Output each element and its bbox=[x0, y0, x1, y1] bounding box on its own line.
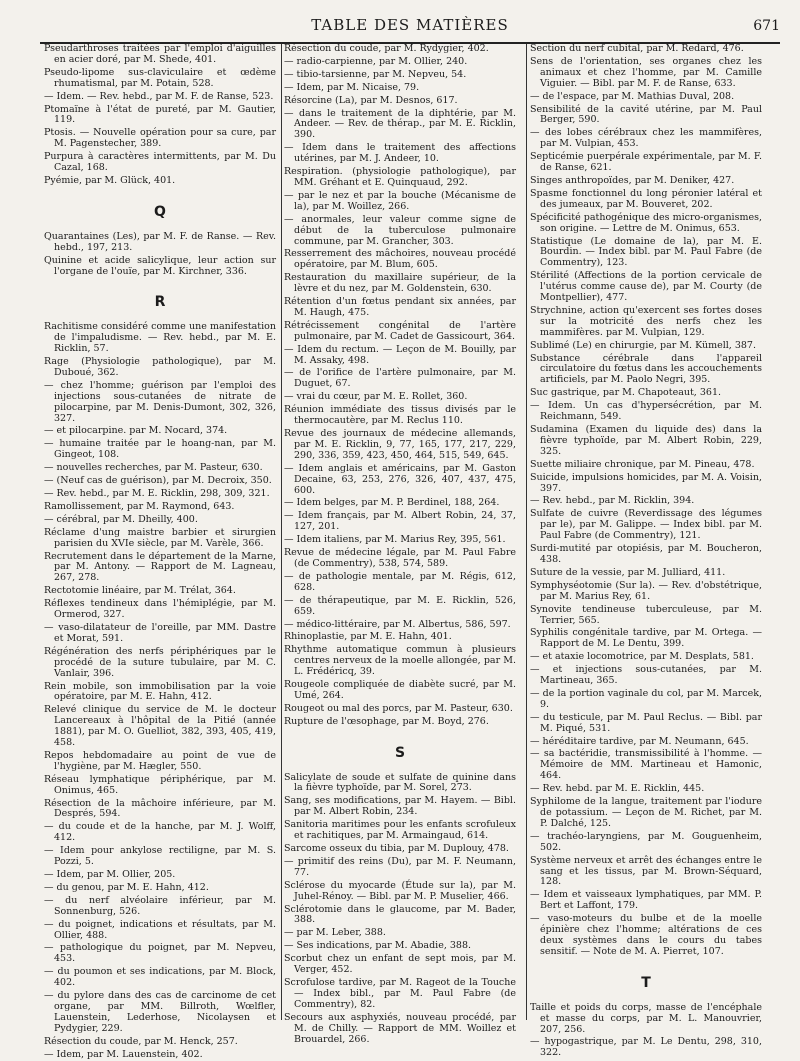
section-letter: R bbox=[154, 294, 166, 311]
index-entry: — vrai du cœur, par M. E. Rollet, 360. bbox=[284, 391, 468, 403]
index-entry: Rétrécissement congénital de l'artère pulmonaire, par M. Cadet de Gassicourt, 364. bbox=[284, 319, 516, 342]
index-entry: — sa bactéridie, transmissibilité à l'homme. — Mémoire de MM. Martineau et Hamonic, 464. bbox=[530, 748, 762, 782]
index-entry: — Idem. — Rev. hebd., par M. F. de Ranse, 523. bbox=[44, 90, 274, 102]
index-entry: — par le nez et par la bouche (Mécanisme de la), par M. Woillez, 266. bbox=[284, 189, 516, 212]
index-entry: — du coude et de la hanche, par M. J. Wolff, 412. bbox=[44, 821, 276, 844]
index-entry: Section du nerf cubital, par M. Redard, 476. bbox=[530, 43, 744, 54]
index-entry: — Idem, par M. Nicaise, 79. bbox=[284, 81, 420, 93]
index-entry: Spécificité pathogénique des micro-organismes, son origine. — Lettre de M. Onimus, 653. bbox=[530, 211, 762, 234]
index-column-3 bbox=[530, 43, 762, 1059]
index-entry: — Idem. Un cas d'hypersécrétion, par M. Reichmann, 549. bbox=[530, 400, 762, 423]
index-entry: Sensibilité de la cavité utérine, par M. Paul Berger, 590. bbox=[530, 103, 762, 126]
index-entry: Ptomaïne à l'état de pureté, par M. Gautier, 119. bbox=[44, 103, 276, 126]
index-entry: — chez l'homme; guérison par l'emploi des injections sous-cutanées de nitrate de pilocarpine, par M. Denis-Dumont, 302, 326, 327. bbox=[44, 379, 276, 424]
index-entry: — du nerf alvéolaire inférieur, par M. Sonnenburg, 526. bbox=[44, 894, 276, 917]
index-entry: Pyémie, par M. Glück, 401. bbox=[44, 174, 176, 186]
index-entry: — Idem dans le traitement des affections utérines, par M. J. Andeer, 10. bbox=[284, 142, 516, 165]
index-entry: — primitif des reins (Du), par M. F. Neumann, 77. bbox=[284, 855, 516, 878]
index-entry: Rougeole compliquée de diabète sucré, par M. Umé, 264. bbox=[284, 679, 516, 701]
index-entry: Rectotomie linéaire, par M. Trélat, 364. bbox=[44, 585, 236, 597]
index-entry: Symphyséotomie (Sur la). — Rev. d'obstétrique, par M. Marius Rey, 61. bbox=[530, 579, 762, 602]
index-entry: — (Neuf cas de guérison), par M. Decroix, 350. bbox=[44, 475, 272, 487]
index-entry: Sulfate de cuivre (Reverdissage des légumes par le), par M. Galippe. — Index bibl. par M. Paul Fabre (de Commentry), 121. bbox=[530, 508, 762, 542]
index-entry: Sudamina (Examen du liquide des) dans la fièvre typhoïde, par M. Albert Robin, 229, 325. bbox=[530, 424, 762, 457]
index-entry: — des lobes cérébraux chez les mammifères, par M. Vulpian, 453. bbox=[530, 127, 762, 150]
page-title: TABLE DES MATIÈRES bbox=[311, 16, 509, 34]
index-entry: Scrofulose tardive, par M. Rageot de la Touche — Index bibl., par M. Paul Fabre (de Commentry), 82. bbox=[284, 976, 516, 1010]
index-entry: — du poignet, indications et résultats, par M. Ollier, 488. bbox=[44, 918, 276, 941]
index-entry: Septicémie puerpérale expérimentale, par M. F. de Ranse, 621. bbox=[530, 151, 762, 174]
index-entry: — dans le traitement de la diphtérie, par M. Andeer. — Rev. de thérap., par M. E. Ricklin, 390. bbox=[284, 107, 516, 141]
section-letter: S bbox=[394, 744, 406, 761]
index-entry: — Idem du rectum. — Leçon de M. Bouilly, par M. Assaky, 498. bbox=[284, 343, 516, 366]
index-entry: Restauration du maxillaire supérieur, de la lèvre et du nez, par M. Goldenstein, 630. bbox=[284, 272, 516, 295]
index-entry: Statistique (Le domaine de la), par M. E. Bourdin. — Index bibl. par M. Paul Fabre (de Commentry), 123. bbox=[530, 235, 762, 269]
index-entry: — Rev. hebd. par M. E. Ricklin, 445. bbox=[530, 783, 705, 795]
index-entry: Résection du coude, par M. Henck, 257. bbox=[44, 1035, 238, 1047]
index-entry: — Idem français, par M. Albert Robin, 24, 37, 127, 201. bbox=[284, 510, 516, 533]
index-entry: Revue de médecine légale, par M. Paul Fabre (de Commentry), 538, 574, 589. bbox=[284, 547, 516, 569]
index-entry: — anormales, leur valeur comme signe de début de la tuberculose pulmonaire commune, par M. Grancher, 303. bbox=[284, 213, 516, 247]
index-entry: Rougeot ou mal des porcs, par M. Pasteur, 630. bbox=[284, 702, 513, 714]
index-entry: Suture de la vessie, par M. Julliard, 411. bbox=[530, 566, 726, 578]
index-entry: Sang, ses modifications, par M. Hayem. — Bibl. par M. Albert Robin, 234. bbox=[284, 795, 516, 818]
index-entry: Réunion immédiate des tissus divisés par le thermocautère, par M. Reclus 110. bbox=[284, 404, 516, 427]
index-entry: Repos hebdomadaire au point de vue de l'hygiène, par M. Hægler, 550. bbox=[44, 749, 276, 772]
index-entry: — Idem, par M. Ollier, 205. bbox=[44, 869, 176, 880]
index-entry: Ptosis. — Nouvelle opération pour sa cure, par M. Pagenstecher, 389. bbox=[44, 127, 276, 150]
index-entry: — du genou, par M. E. Hahn, 412. bbox=[44, 881, 209, 893]
index-entry: Sublimé (Le) en chirurgie, par M. Kümell, 387. bbox=[530, 339, 756, 351]
index-entry: Rage (Physiologie pathologique), par M. Duboué, 362. bbox=[44, 356, 276, 378]
index-entry: — héréditaire tardive, par M. Neumann, 645. bbox=[530, 735, 749, 747]
index-entry: — Idem pour ankylose rectiligne, par M. S. Pozzi, 5. bbox=[44, 845, 276, 868]
index-entry: — du pylore dans des cas de carcinome de cet organe, par MM. Billroth, Wœlfler, Lauenstein, Lederhose, Nicolaysen et Pydygier, 229. bbox=[44, 990, 276, 1034]
index-entry: — de l'orifice de l'artère pulmonaire, par M. Duguet, 67. bbox=[284, 367, 516, 390]
index-entry: Sanitoria maritimes pour les enfants scrofuleux et rachitiques, par M. Armaingaud, 614. bbox=[284, 819, 516, 842]
index-entry: — vaso-dilatateur de l'oreille, par MM. Dastre et Morat, 591. bbox=[44, 621, 276, 644]
index-entry: Pseudo-lipome sus-claviculaire et œdème rhumatismal, par M. Potain, 528. bbox=[44, 66, 276, 89]
index-entry: Rachitisme considéré comme une manifestation de l'impaludisme. — Rev. hebd., par M. E. Ricklin, 57. bbox=[44, 321, 276, 355]
index-entry: Quarantaines (Les), par M. F. de Ranse. — Rev. hebd., 197, 213. bbox=[44, 230, 276, 253]
index-entry: Résection de la mâchoire inférieure, par M. Després, 594. bbox=[44, 797, 276, 820]
index-entry: Secours aux asphyxiés, nouveau procédé, par M. de Chilly. — Rapport de MM. Woillez et Brouardel, 266. bbox=[284, 1011, 516, 1045]
index-entry: — nouvelles recherches, par M. Pasteur, 630. bbox=[44, 462, 263, 474]
index-entry: — vaso-moteurs du bulbe et de la moelle épinière chez l'homme; altérations de ces deux systèmes dans le cours du tabes sensitif. — Note de M. A. Pierret, 107. bbox=[530, 913, 762, 957]
index-entry: Syphilis congénitale tardive, par M. Ortega. — Rapport de M. Le Dentu, 399. bbox=[530, 627, 762, 650]
index-entry: — et pilocarpine. par M. Nocard, 374. bbox=[44, 425, 228, 437]
index-entry: Rhythme automatique commun à plusieurs centres nerveux de la moelle allongée, par M. L. Frédéricq, 39. bbox=[284, 644, 516, 678]
index-entry: Respiration. (physiologie pathologique), par MM. Gréhant et E. Quinquaud, 292. bbox=[284, 166, 516, 188]
index-entry: Système nerveux et arrêt des échanges entre le sang et les tissus, par M. Brown-Séquard, 128. bbox=[530, 854, 762, 888]
index-entry: Suc gastrique, par M. Chapoteaut, 361. bbox=[530, 387, 722, 399]
index-entry: — du poumon et ses indications, par M. Block, 402. bbox=[44, 966, 276, 989]
index-entry: Rupture de l'œsophage, par M. Boyd, 276. bbox=[284, 715, 489, 727]
index-entry: Réclame d'ung maistre barbier et sirurgien parisien du XVIe siècle, par M. Varèle, 366. bbox=[44, 526, 276, 549]
index-entry: — Rev. hebd., par M. E. Ricklin, 298, 309, 321. bbox=[44, 488, 270, 499]
index-entry: Synovite tendineuse tuberculeuse, par M. Terrier, 565. bbox=[530, 603, 762, 626]
index-entry: Stérilité (Affections de la portion cervicale de l'utérus comme cause de), par M. Courty (de Montpellier), 477. bbox=[530, 270, 762, 304]
index-entry: — radio-carpienne, par M. Ollier, 240. bbox=[284, 55, 468, 67]
index-entry: Purpura à caractères intermittents, par M. Du Cazal, 168. bbox=[44, 151, 276, 174]
index-entry: Substance cérébrale dans l'appareil circulatoire du fœtus dans les accouchements artificiels, par M. Paolo Negri, 395. bbox=[530, 352, 762, 386]
index-entry: Revue des journaux de médecine allemands, par M. E. Ricklin, 9, 77, 165, 177, 217, 229, 290, 336, 359, 423, 450, 464, 515, 549, 645. bbox=[284, 428, 516, 461]
index-entry: Recrutement dans le département de la Marne, par M. Antony. — Rapport de M. Lagneau, 267, 278. bbox=[44, 550, 276, 584]
index-entry: Suette miliaire chronique, par M. Pineau, 478. bbox=[530, 458, 755, 470]
index-entry: — tibio-tarsienne, par M. Nepveu, 54. bbox=[284, 68, 467, 80]
index-entry: — Idem belges, par M. P. Berdinel, 188, 264. bbox=[284, 497, 500, 509]
index-entry: — humaine traitée par le hoang-nan, par M. Gingeot, 108. bbox=[44, 438, 276, 461]
index-entry: Réseau lymphatique périphérique, par M. Onimus, 465. bbox=[44, 773, 276, 796]
index-entry: Sclérotomie dans le glaucome, par M. Bader, 388. bbox=[284, 903, 516, 926]
index-entry: Sarcome osseux du tibia, par M. Duplouy, 478. bbox=[284, 843, 509, 854]
index-column-1 bbox=[44, 43, 276, 1060]
index-entry: Sclérose du myocarde (Étude sur la), par M. Juhel-Rénoy. — Bibl. par M. P. Muselier, 466. bbox=[284, 879, 516, 902]
index-entry: Rétention d'un fœtus pendant six années, par M. Haugh, 475. bbox=[284, 296, 516, 318]
index-entry: — trachéo-laryngiens, par M. Gouguenheim, 502. bbox=[530, 830, 762, 853]
page-number: 671 bbox=[753, 18, 780, 34]
index-entry: — et injections sous-cutanées, par M. Martineau, 365. bbox=[530, 664, 762, 687]
column-divider bbox=[281, 44, 282, 1020]
index-entry: Quinine et acide salicylique, leur action sur l'organe de l'ouïe, par M. Kirchner, 336. bbox=[44, 254, 276, 277]
index-entry: — Idem, par M. Lauenstein, 402. bbox=[44, 1048, 203, 1060]
section-letter: T bbox=[641, 974, 651, 991]
index-entry: — du testicule, par M. Paul Reclus. — Bibl. par M. Piqué, 531. bbox=[530, 711, 762, 734]
index-entry: Relevé clinique du service de M. le docteur Lancereaux à l'hôpital de la Pitié (année 1881), par M. O. Guelliot, 382, 393, 405, 419, 458. bbox=[44, 704, 276, 749]
index-entry: Résection du coude, par M. Rydygier, 402. bbox=[284, 43, 489, 54]
index-entry: — Idem anglais et américains, par M. Gaston Decaine, 63, 253, 276, 326, 407, 437, 475, 600. bbox=[284, 462, 516, 496]
index-entry: — Idem italiens, par M. Marius Rey, 395, 561. bbox=[284, 534, 506, 546]
page-header bbox=[40, 10, 780, 44]
index-entry: — Rev. hebd., par M. Ricklin, 394. bbox=[530, 495, 695, 507]
index-entry: — médico-littéraire, par M. Albertus, 586, 597. bbox=[284, 618, 511, 630]
index-entry: Rhinoplastie, par M. E. Hahn, 401. bbox=[284, 631, 452, 643]
index-column-2 bbox=[284, 43, 516, 1045]
index-entry: Salicylate de soude et sulfate de quinine dans la fièvre typhoïde, par M. Sorel, 273. bbox=[284, 771, 516, 794]
index-entry: Rein mobile, son immobilisation par la voie opératoire, par M. E. Hahn, 412. bbox=[44, 680, 276, 703]
index-entry: Sens de l'orientation, ses organes chez les animaux et chez l'homme, par M. Camille Viguier. — Bibl. par M. F. de Ranse, 633. bbox=[530, 55, 762, 89]
index-entry: — et ataxie locomotrice, par M. Desplats, 581. bbox=[530, 651, 754, 663]
index-entry: — de pathologie mentale, par M. Régis, 612, 628. bbox=[284, 570, 516, 593]
column-divider bbox=[526, 44, 527, 1020]
index-entry: — hypogastrique, par M. Le Dentu, 298, 310, 322. bbox=[530, 1036, 762, 1059]
index-entry: Strychnine, action qu'exercent ses fortes doses sur la motricité des nerfs chez les mammifères. par M. Vulpian, 129. bbox=[530, 304, 762, 338]
index-entry: Syphilome de la langue, traitement par l'iodure de potassium. — Leçon de M. Richet, par M. P. Dalché, 125. bbox=[530, 796, 762, 829]
index-entry: Réflexes tendineux dans l'hémiplégie, par M. Ormerod, 327. bbox=[44, 598, 276, 621]
index-entry: Pseudarthroses traitées par l'emploi d'aiguilles en acier doré, par M. Shede, 401. bbox=[44, 43, 276, 65]
section-letter: Q bbox=[154, 203, 166, 220]
index-entry: — Ses indications, par M. Abadie, 388. bbox=[284, 940, 472, 952]
index-entry: Surdi-mutité par otopiésis, par M. Boucheron, 438. bbox=[530, 543, 762, 565]
index-entry: — cérébral, par M. Dheilly, 400. bbox=[44, 513, 198, 525]
index-entry: Régénération des nerfs périphériques par le procédé de la suture tubulaire, par M. C. Vanlair, 396. bbox=[44, 645, 276, 679]
index-entry: Scorbut chez un enfant de sept mois, par M. Verger, 452. bbox=[284, 953, 516, 976]
index-entry: — pathologique du poignet, par M. Nepveu, 453. bbox=[44, 942, 276, 965]
index-entry: — Idem et vaisseaux lymphatiques, par MM. P. Bert et Laffont, 179. bbox=[530, 889, 762, 912]
index-entry: Spasme fonctionnel du long péronier latéral et des jumeaux, par M. Bouveret, 202. bbox=[530, 187, 762, 210]
index-entry: Résorcine (La), par M. Desnos, 617. bbox=[284, 94, 458, 106]
index-entry: Singes anthropoïdes, par M. Deniker, 427. bbox=[530, 174, 735, 186]
index-entry: Resserrement des mâchoires, nouveau procédé opératoire, par M. Blum, 605. bbox=[284, 248, 516, 271]
index-entry: Suicide, impulsions homicides, par M. A. Voisin, 397. bbox=[530, 471, 762, 494]
index-entry: Taille et poids du corps, masse de l'encéphale et masse du corps, par M. L. Manouvrier, 207, 256. bbox=[530, 1001, 762, 1035]
index-entry: — de l'espace, par M. Mathias Duval, 208. bbox=[530, 90, 735, 102]
index-entry: — de la portion vaginale du col, par M. Marcek, 9. bbox=[530, 687, 762, 710]
index-entry: Ramollissement, par M. Raymond, 643. bbox=[44, 500, 235, 512]
index-entry: — de thérapeutique, par M. E. Ricklin, 526, 659. bbox=[284, 594, 516, 617]
index-entry: — par M. Leber, 388. bbox=[284, 927, 386, 939]
